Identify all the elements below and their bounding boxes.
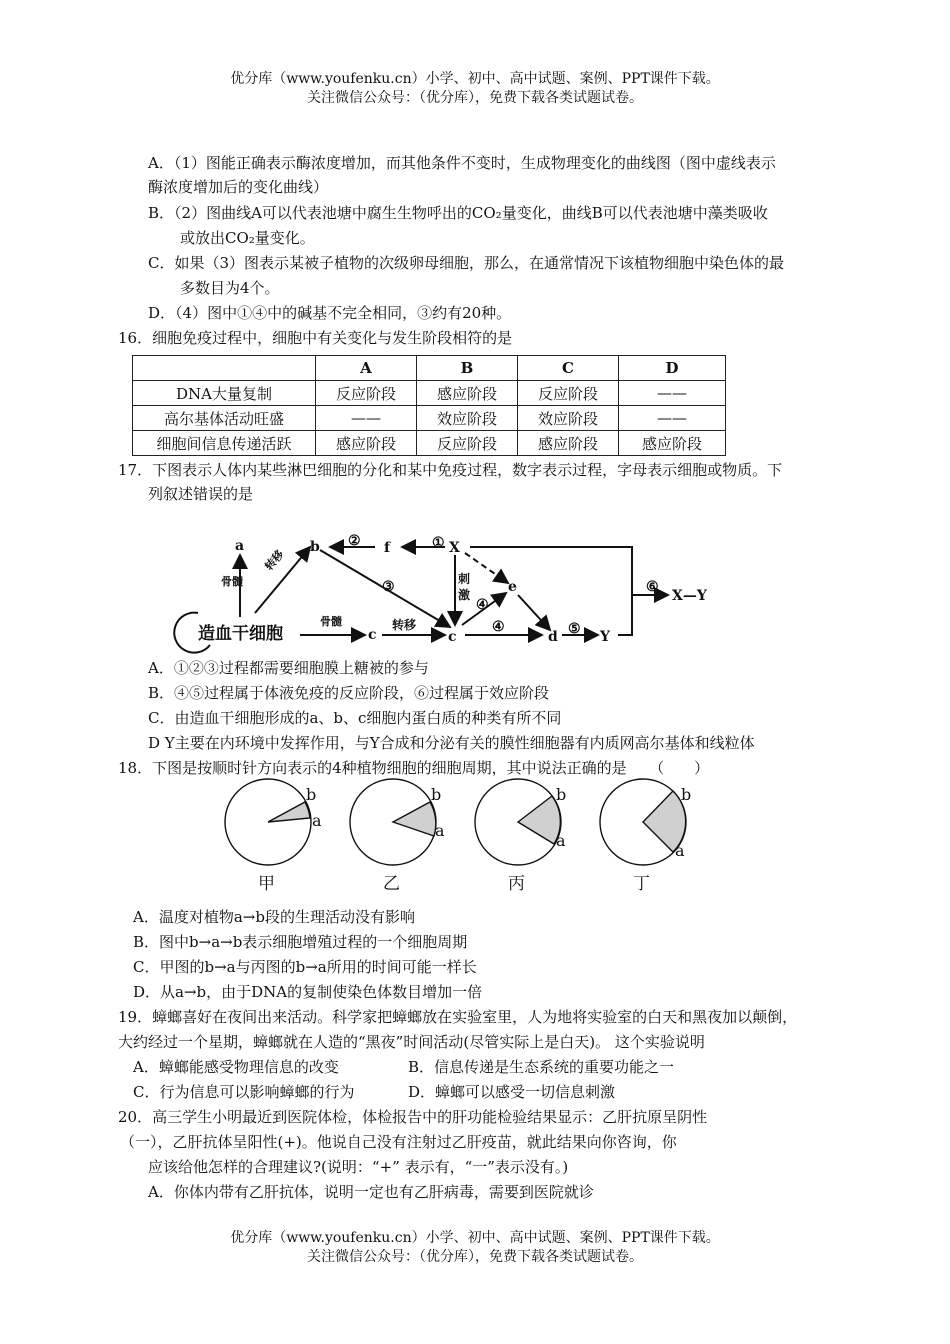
q17-option-a: A．①②③过程都需要细胞膜上糖被的参与 <box>148 659 429 677</box>
footer-line-1: 优分库（www.youfenku.cn）小学、初中、高中试题、案例、PPT课件下载。 <box>230 1230 720 1246</box>
point-a: a <box>675 841 685 860</box>
num-1: ① <box>432 535 445 551</box>
table-header-cell: B <box>417 356 518 381</box>
antigen-x: X <box>449 540 460 556</box>
q20-stem-line1: 20．高三学生小明最近到医院体检，体检报告中的肝功能检验结果显示：乙肝抗原呈阴性 <box>118 1108 708 1126</box>
label-ji: 激 <box>458 588 471 602</box>
q15-option-b-line2: 或放出CO₂量变化。 <box>180 229 315 247</box>
cell-f: f <box>384 540 391 556</box>
table-cell: 感应阶段 <box>619 431 726 456</box>
table-cell: —— <box>619 406 726 431</box>
label-bing: 丙 <box>508 874 525 894</box>
q17-option-d: D Y主要在内环境中发挥作用，与Y合成和分泌有关的膜性细胞器有内质网高尔基体和线粒体 <box>148 734 755 752</box>
table-cell: 效应阶段 <box>518 406 619 431</box>
q19-option-a: A．蟑螂能感受物理信息的改变 <box>133 1058 339 1076</box>
table-cell: 感应阶段 <box>518 431 619 456</box>
q20-stem-line3: 应该给他怎样的合理建议?(说明：“+” 表示有，“一”表示没有。) <box>148 1158 569 1176</box>
point-a: a <box>556 831 566 850</box>
lymphocyte-diagram <box>170 525 730 655</box>
antibody-y: Y <box>600 629 610 645</box>
point-a: a <box>435 821 445 840</box>
point-b: b <box>431 785 442 804</box>
q18-option-d: D．从a→b，由于DNA的复制使染色体数目增加一倍 <box>133 983 483 1001</box>
table-cell: 感应阶段 <box>417 381 518 406</box>
num-5: ⑤ <box>568 621 581 637</box>
table-row <box>133 381 726 406</box>
q19-option-d: D．蟑螂可以感受一切信息刺激 <box>408 1083 616 1101</box>
q15-option-d: D．（4）图中①④中的碱基不完全相同，③约有20种。 <box>148 304 512 322</box>
q16-stem: 16．细胞免疫过程中，细胞中有关变化与发生阶段相符的是 <box>118 329 513 347</box>
x-y-complex: X—Y <box>672 588 707 604</box>
q18-option-b: B．图中b→a→b表示细胞增殖过程的一个细胞周期 <box>133 933 468 951</box>
label-gusui-vertical: 骨髓 <box>221 575 243 588</box>
label-ding: 丁 <box>633 874 650 894</box>
table-cell: 反应阶段 <box>417 431 518 456</box>
q16-table <box>132 355 726 456</box>
cell-e: e <box>508 579 517 595</box>
footer-line-2: 关注微信公众号：（优分库），免费下载各类试题试卷。 <box>307 1249 643 1265</box>
q19-stem-line1: 19．蟑螂喜好在夜间出来活动。科学家把蟑螂放在实验室里，人为地将实验室的白天和黑夜加以颠倒， <box>118 1008 798 1026</box>
label-zhuanyi-horizontal: 转移 <box>392 618 417 632</box>
stem-cell-label: 造血干细胞 <box>198 624 283 644</box>
q19-stem-line2: 大约经过一个星期，蟑螂就在人造的“黑夜”时间活动(尽管实际上是白天)。 这个实验说明 <box>118 1033 705 1051</box>
circle-ding <box>600 779 691 894</box>
table-cell: —— <box>619 381 726 406</box>
q18-stem: 18．下图是按顺时针方向表示的4种植物细胞的细胞周期，其中说法正确的是 （ ） <box>118 759 710 777</box>
q17-stem-line1: 17．下图表示人体内某些淋巴细胞的分化和某中免疫过程，数字表示过程，字母表示细胞或物质。下 <box>118 461 783 479</box>
arrow-x-to-e-dashed <box>465 553 508 583</box>
table-row <box>133 431 726 456</box>
arrow-e-to-d <box>518 595 550 630</box>
circle-bing <box>475 779 566 894</box>
q17-option-b: B．④⑤过程属于体液免疫的反应阶段，⑥过程属于效应阶段 <box>148 684 550 702</box>
table-cell: 反应阶段 <box>316 381 417 406</box>
table-row <box>133 406 726 431</box>
q17-stem-line2: 列叙述错误的是 <box>148 485 254 503</box>
table-cell: 反应阶段 <box>518 381 619 406</box>
header-line-1: 优分库（www.youfenku.cn）小学、初中、高中试题、案例、PPT课件下载。 <box>230 71 720 87</box>
cell-cycle-circles <box>220 776 720 896</box>
q19-option-b: B．信息传递是生态系统的重要功能之一 <box>408 1058 675 1076</box>
label-gusui-horizontal: 骨髓 <box>320 615 342 628</box>
table-cell: —— <box>316 406 417 431</box>
num-6: ⑥ <box>646 579 659 595</box>
q17-option-c: C．由造血干细胞形成的a、b、c细胞内蛋白质的种类有所不同 <box>148 709 562 727</box>
label-yi: 乙 <box>383 874 400 894</box>
q20-option-a: A．你体内带有乙肝抗体，说明一定也有乙肝病毒，需要到医院就诊 <box>148 1183 594 1201</box>
q15-option-a-line1: A．（1）图能正确表示酶浓度增加，而其他条件不变时，生成物理变化的曲线图（图中虚线表示 <box>148 154 776 172</box>
num-4b: ④ <box>492 619 505 635</box>
q20-stem-line2: （一），乙肝抗体呈阳性(+)。他说自己没有注射过乙肝疫苗，就此结果向你咨询，你 <box>120 1133 677 1151</box>
num-4a: ④ <box>476 597 489 613</box>
table-cell: 高尔基体活动旺盛 <box>133 406 316 431</box>
table-header-cell <box>133 356 316 381</box>
cell-d: d <box>548 629 558 645</box>
cell-c2: c <box>448 629 457 645</box>
table-header-cell: A <box>316 356 417 381</box>
q15-option-c-line2: 多数目为4个。 <box>180 279 280 297</box>
table-cell: 感应阶段 <box>316 431 417 456</box>
circle-jia <box>225 779 322 894</box>
cell-c1: c <box>368 627 377 643</box>
point-b: b <box>556 785 567 804</box>
q15-option-b-line1: B．（2）图曲线A可以代表池塘中腐生生物呼出的CO₂量变化，曲线B可以代表池塘中藻类吸收 <box>148 204 768 222</box>
q18-option-c: C．甲图的b→a与丙图的b→a所用的时间可能一样长 <box>133 958 477 976</box>
cell-b: b <box>310 539 320 555</box>
label-ci: 刺 <box>458 572 471 586</box>
label-zhuanyi-diagonal: 转移 <box>262 547 287 573</box>
label-jia: 甲 <box>258 874 275 894</box>
header-line-2: 关注微信公众号：（优分库），免费下载各类试题试卷。 <box>307 90 643 106</box>
num-2: ② <box>348 533 361 549</box>
table-cell: DNA大量复制 <box>133 381 316 406</box>
table-cell: 细胞间信息传递活跃 <box>133 431 316 456</box>
circle-yi <box>350 779 445 894</box>
q15-option-c-line1: C．如果（3）图表示某被子植物的次级卵母细胞，那么，在通常情况下该植物细胞中染色体的最 <box>148 254 785 272</box>
num-3: ③ <box>382 579 395 595</box>
q18-option-a: A．温度对植物a→b段的生理活动没有影响 <box>133 908 415 926</box>
cell-a: a <box>235 538 245 554</box>
table-header-cell: D <box>619 356 726 381</box>
point-a: a <box>312 811 322 830</box>
point-b: b <box>306 785 317 804</box>
point-b: b <box>681 785 692 804</box>
q19-option-c: C．行为信息可以影响蟑螂的行为 <box>133 1083 355 1101</box>
q15-option-a-line2: 酶浓度增加后的变化曲线） <box>148 178 329 196</box>
table-header-cell: C <box>518 356 619 381</box>
table-cell: 效应阶段 <box>417 406 518 431</box>
